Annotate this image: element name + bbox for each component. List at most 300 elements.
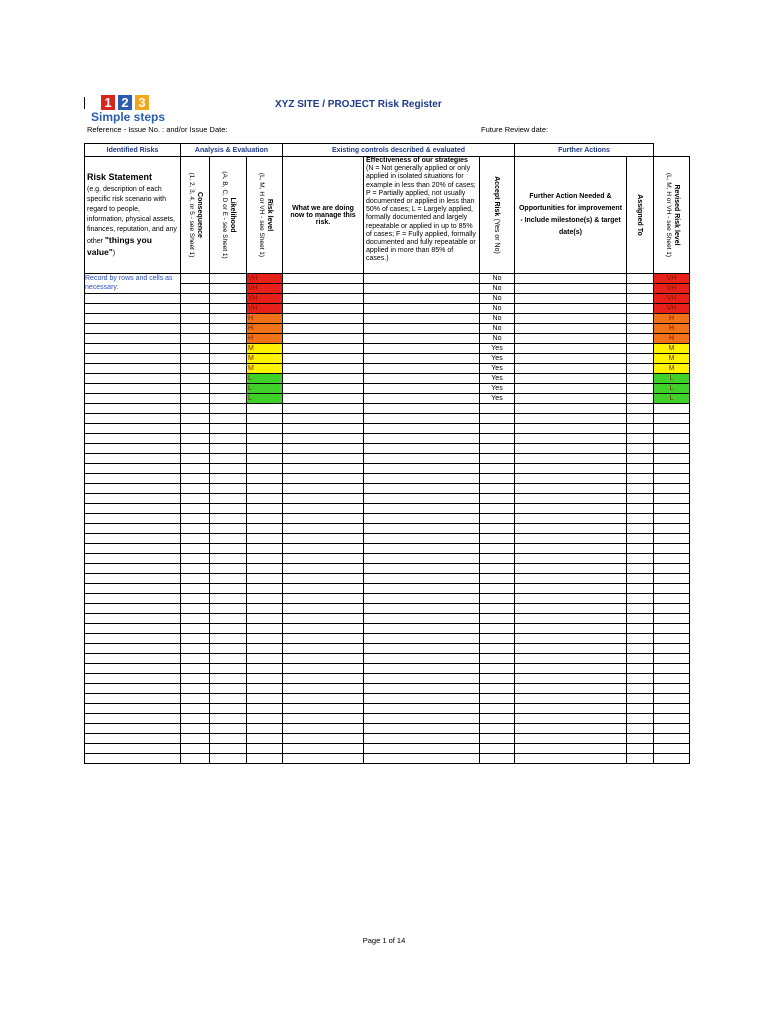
cell-consequence[interactable]: [181, 724, 210, 734]
cell-risk-level[interactable]: [247, 634, 283, 644]
cell-consequence[interactable]: [181, 484, 210, 494]
cell-consequence[interactable]: [181, 454, 210, 464]
cell-consequence[interactable]: [181, 604, 210, 614]
cell-assigned-to[interactable]: [627, 554, 654, 564]
cell-revised-level[interactable]: H: [654, 324, 690, 334]
cell-consequence[interactable]: [181, 294, 210, 304]
cell-further-action[interactable]: [515, 314, 627, 324]
cell-effectiveness[interactable]: [364, 474, 480, 484]
cell-accept-risk[interactable]: [480, 474, 515, 484]
cell-risk-level[interactable]: [247, 564, 283, 574]
cell-further-action[interactable]: [515, 484, 627, 494]
cell-consequence[interactable]: [181, 664, 210, 674]
cell-likelihood[interactable]: [210, 274, 247, 284]
cell-accept-risk[interactable]: [480, 594, 515, 604]
cell-risk-level[interactable]: [247, 694, 283, 704]
cell-manage[interactable]: [283, 694, 364, 704]
cell-accept-risk[interactable]: [480, 534, 515, 544]
cell-risk-level[interactable]: H: [247, 314, 283, 324]
cell-further-action[interactable]: [515, 304, 627, 314]
cell-manage[interactable]: [283, 574, 364, 584]
cell-further-action[interactable]: [515, 754, 627, 764]
cell-likelihood[interactable]: [210, 684, 247, 694]
cell-manage[interactable]: [283, 724, 364, 734]
cell-manage[interactable]: [283, 294, 364, 304]
cell-risk-level[interactable]: [247, 584, 283, 594]
cell-likelihood[interactable]: [210, 744, 247, 754]
cell-revised-level[interactable]: [654, 624, 690, 634]
cell-accept-risk[interactable]: Yes: [480, 364, 515, 374]
cell-risk-statement[interactable]: [85, 514, 181, 524]
cell-manage[interactable]: [283, 364, 364, 374]
cell-risk-level[interactable]: [247, 474, 283, 484]
cell-assigned-to[interactable]: [627, 524, 654, 534]
cell-likelihood[interactable]: [210, 514, 247, 524]
cell-likelihood[interactable]: [210, 584, 247, 594]
cell-consequence[interactable]: [181, 374, 210, 384]
cell-likelihood[interactable]: [210, 454, 247, 464]
cell-effectiveness[interactable]: [364, 454, 480, 464]
cell-manage[interactable]: [283, 404, 364, 414]
cell-assigned-to[interactable]: [627, 274, 654, 284]
cell-manage[interactable]: [283, 414, 364, 424]
cell-revised-level[interactable]: [654, 594, 690, 604]
cell-consequence[interactable]: [181, 734, 210, 744]
cell-likelihood[interactable]: [210, 424, 247, 434]
cell-consequence[interactable]: [181, 564, 210, 574]
cell-effectiveness[interactable]: [364, 424, 480, 434]
cell-manage[interactable]: [283, 274, 364, 284]
cell-revised-level[interactable]: [654, 684, 690, 694]
cell-accept-risk[interactable]: [480, 604, 515, 614]
cell-effectiveness[interactable]: [364, 414, 480, 424]
cell-further-action[interactable]: [515, 584, 627, 594]
cell-revised-level[interactable]: L: [654, 384, 690, 394]
cell-risk-level[interactable]: [247, 454, 283, 464]
cell-consequence[interactable]: [181, 434, 210, 444]
cell-accept-risk[interactable]: [480, 424, 515, 434]
cell-risk-statement[interactable]: [85, 384, 181, 394]
cell-revised-level[interactable]: VH: [654, 274, 690, 284]
cell-risk-level[interactable]: [247, 534, 283, 544]
cell-risk-statement[interactable]: [85, 404, 181, 414]
cell-manage[interactable]: [283, 704, 364, 714]
cell-revised-level[interactable]: [654, 514, 690, 524]
cell-accept-risk[interactable]: No: [480, 314, 515, 324]
cell-risk-statement[interactable]: [85, 724, 181, 734]
cell-effectiveness[interactable]: [364, 754, 480, 764]
cell-assigned-to[interactable]: [627, 674, 654, 684]
cell-accept-risk[interactable]: Yes: [480, 344, 515, 354]
cell-accept-risk[interactable]: [480, 634, 515, 644]
cell-risk-statement[interactable]: [85, 304, 181, 314]
cell-effectiveness[interactable]: [364, 554, 480, 564]
cell-further-action[interactable]: [515, 634, 627, 644]
cell-accept-risk[interactable]: [480, 464, 515, 474]
cell-effectiveness[interactable]: [364, 634, 480, 644]
cell-revised-level[interactable]: [654, 614, 690, 624]
cell-risk-level[interactable]: [247, 734, 283, 744]
cell-revised-level[interactable]: L: [654, 394, 690, 404]
cell-consequence[interactable]: [181, 704, 210, 714]
cell-accept-risk[interactable]: [480, 614, 515, 624]
cell-further-action[interactable]: [515, 724, 627, 734]
cell-further-action[interactable]: [515, 504, 627, 514]
cell-consequence[interactable]: [181, 754, 210, 764]
cell-risk-statement[interactable]: [85, 414, 181, 424]
cell-accept-risk[interactable]: [480, 724, 515, 734]
cell-manage[interactable]: [283, 434, 364, 444]
cell-assigned-to[interactable]: [627, 324, 654, 334]
cell-assigned-to[interactable]: [627, 494, 654, 504]
cell-manage[interactable]: [283, 494, 364, 504]
cell-accept-risk[interactable]: [480, 514, 515, 524]
cell-risk-statement[interactable]: [85, 584, 181, 594]
cell-effectiveness[interactable]: [364, 294, 480, 304]
cell-further-action[interactable]: [515, 664, 627, 674]
cell-effectiveness[interactable]: [364, 464, 480, 474]
cell-further-action[interactable]: [515, 594, 627, 604]
cell-consequence[interactable]: [181, 514, 210, 524]
cell-revised-level[interactable]: [654, 704, 690, 714]
cell-risk-level[interactable]: VH: [247, 304, 283, 314]
cell-likelihood[interactable]: [210, 414, 247, 424]
cell-assigned-to[interactable]: [627, 714, 654, 724]
cell-likelihood[interactable]: [210, 734, 247, 744]
cell-likelihood[interactable]: [210, 384, 247, 394]
cell-accept-risk[interactable]: [480, 434, 515, 444]
cell-further-action[interactable]: [515, 454, 627, 464]
cell-revised-level[interactable]: VH: [654, 294, 690, 304]
cell-risk-statement[interactable]: [85, 624, 181, 634]
cell-effectiveness[interactable]: [364, 664, 480, 674]
cell-risk-level[interactable]: [247, 644, 283, 654]
cell-risk-level[interactable]: L: [247, 374, 283, 384]
cell-manage[interactable]: [283, 644, 364, 654]
cell-risk-level[interactable]: [247, 684, 283, 694]
cell-risk-level[interactable]: [247, 664, 283, 674]
cell-risk-level[interactable]: [247, 724, 283, 734]
cell-manage[interactable]: [283, 714, 364, 724]
cell-consequence[interactable]: [181, 654, 210, 664]
cell-assigned-to[interactable]: [627, 584, 654, 594]
cell-accept-risk[interactable]: Yes: [480, 394, 515, 404]
cell-revised-level[interactable]: [654, 734, 690, 744]
cell-assigned-to[interactable]: [627, 364, 654, 374]
cell-assigned-to[interactable]: [627, 294, 654, 304]
cell-revised-level[interactable]: [654, 634, 690, 644]
cell-effectiveness[interactable]: [364, 544, 480, 554]
cell-likelihood[interactable]: [210, 394, 247, 404]
cell-further-action[interactable]: [515, 534, 627, 544]
cell-assigned-to[interactable]: [627, 384, 654, 394]
cell-assigned-to[interactable]: [627, 744, 654, 754]
cell-assigned-to[interactable]: [627, 614, 654, 624]
cell-revised-level[interactable]: H: [654, 334, 690, 344]
cell-further-action[interactable]: [515, 564, 627, 574]
cell-consequence[interactable]: [181, 344, 210, 354]
cell-assigned-to[interactable]: [627, 544, 654, 554]
cell-consequence[interactable]: [181, 624, 210, 634]
cell-revised-level[interactable]: [654, 484, 690, 494]
cell-manage[interactable]: [283, 514, 364, 524]
cell-revised-level[interactable]: [654, 534, 690, 544]
cell-risk-level[interactable]: [247, 714, 283, 724]
cell-risk-statement[interactable]: [85, 604, 181, 614]
cell-assigned-to[interactable]: [627, 574, 654, 584]
cell-likelihood[interactable]: [210, 544, 247, 554]
cell-likelihood[interactable]: [210, 724, 247, 734]
cell-revised-level[interactable]: [654, 564, 690, 574]
cell-manage[interactable]: [283, 684, 364, 694]
cell-effectiveness[interactable]: [364, 504, 480, 514]
cell-manage[interactable]: [283, 534, 364, 544]
cell-risk-level[interactable]: [247, 444, 283, 454]
cell-risk-level[interactable]: [247, 494, 283, 504]
cell-risk-level[interactable]: L: [247, 384, 283, 394]
cell-assigned-to[interactable]: [627, 344, 654, 354]
cell-revised-level[interactable]: [654, 664, 690, 674]
cell-accept-risk[interactable]: [480, 714, 515, 724]
cell-risk-statement[interactable]: [85, 574, 181, 584]
cell-further-action[interactable]: [515, 704, 627, 714]
cell-further-action[interactable]: [515, 404, 627, 414]
cell-further-action[interactable]: [515, 444, 627, 454]
cell-revised-level[interactable]: [654, 464, 690, 474]
cell-likelihood[interactable]: [210, 714, 247, 724]
cell-effectiveness[interactable]: [364, 704, 480, 714]
cell-revised-level[interactable]: [654, 644, 690, 654]
cell-revised-level[interactable]: [654, 444, 690, 454]
cell-further-action[interactable]: [515, 554, 627, 564]
cell-consequence[interactable]: [181, 594, 210, 604]
cell-accept-risk[interactable]: [480, 624, 515, 634]
cell-accept-risk[interactable]: [480, 524, 515, 534]
cell-manage[interactable]: [283, 614, 364, 624]
cell-assigned-to[interactable]: [627, 414, 654, 424]
cell-revised-level[interactable]: [654, 414, 690, 424]
cell-accept-risk[interactable]: Yes: [480, 374, 515, 384]
cell-further-action[interactable]: [515, 494, 627, 504]
cell-revised-level[interactable]: [654, 604, 690, 614]
cell-further-action[interactable]: [515, 624, 627, 634]
cell-accept-risk[interactable]: [480, 674, 515, 684]
cell-consequence[interactable]: [181, 634, 210, 644]
cell-likelihood[interactable]: [210, 364, 247, 374]
cell-risk-statement[interactable]: [85, 714, 181, 724]
cell-accept-risk[interactable]: [480, 484, 515, 494]
cell-assigned-to[interactable]: [627, 604, 654, 614]
cell-revised-level[interactable]: [654, 654, 690, 664]
cell-risk-statement[interactable]: [85, 484, 181, 494]
cell-further-action[interactable]: [515, 744, 627, 754]
cell-assigned-to[interactable]: [627, 504, 654, 514]
cell-likelihood[interactable]: [210, 524, 247, 534]
cell-risk-level[interactable]: VH: [247, 294, 283, 304]
cell-effectiveness[interactable]: [364, 324, 480, 334]
cell-consequence[interactable]: [181, 404, 210, 414]
cell-assigned-to[interactable]: [627, 484, 654, 494]
cell-effectiveness[interactable]: [364, 744, 480, 754]
cell-manage[interactable]: [283, 474, 364, 484]
cell-further-action[interactable]: [515, 334, 627, 344]
cell-accept-risk[interactable]: No: [480, 284, 515, 294]
cell-assigned-to[interactable]: [627, 694, 654, 704]
cell-effectiveness[interactable]: [364, 374, 480, 384]
cell-likelihood[interactable]: [210, 574, 247, 584]
cell-assigned-to[interactable]: [627, 664, 654, 674]
cell-effectiveness[interactable]: [364, 654, 480, 664]
cell-risk-statement[interactable]: [85, 394, 181, 404]
cell-effectiveness[interactable]: [364, 564, 480, 574]
cell-risk-statement[interactable]: [85, 504, 181, 514]
cell-accept-risk[interactable]: No: [480, 304, 515, 314]
cell-further-action[interactable]: [515, 654, 627, 664]
cell-consequence[interactable]: [181, 394, 210, 404]
cell-revised-level[interactable]: M: [654, 344, 690, 354]
cell-risk-level[interactable]: [247, 604, 283, 614]
cell-assigned-to[interactable]: [627, 634, 654, 644]
cell-consequence[interactable]: [181, 354, 210, 364]
cell-effectiveness[interactable]: [364, 714, 480, 724]
cell-assigned-to[interactable]: [627, 394, 654, 404]
cell-manage[interactable]: [283, 744, 364, 754]
cell-likelihood[interactable]: [210, 314, 247, 324]
cell-risk-level[interactable]: [247, 514, 283, 524]
cell-risk-statement[interactable]: [85, 434, 181, 444]
cell-risk-level[interactable]: L: [247, 394, 283, 404]
cell-further-action[interactable]: [515, 474, 627, 484]
cell-risk-statement[interactable]: [85, 444, 181, 454]
cell-accept-risk[interactable]: No: [480, 324, 515, 334]
cell-consequence[interactable]: [181, 684, 210, 694]
cell-manage[interactable]: [283, 444, 364, 454]
cell-manage[interactable]: [283, 464, 364, 474]
cell-likelihood[interactable]: [210, 304, 247, 314]
cell-effectiveness[interactable]: [364, 584, 480, 594]
cell-risk-statement[interactable]: [85, 594, 181, 604]
cell-accept-risk[interactable]: [480, 554, 515, 564]
cell-consequence[interactable]: [181, 274, 210, 284]
cell-risk-statement[interactable]: [85, 654, 181, 664]
cell-assigned-to[interactable]: [627, 734, 654, 744]
cell-consequence[interactable]: [181, 364, 210, 374]
cell-further-action[interactable]: [515, 514, 627, 524]
cell-likelihood[interactable]: [210, 444, 247, 454]
cell-manage[interactable]: [283, 284, 364, 294]
cell-consequence[interactable]: [181, 544, 210, 554]
cell-risk-statement[interactable]: [85, 424, 181, 434]
cell-manage[interactable]: [283, 304, 364, 314]
cell-manage[interactable]: [283, 624, 364, 634]
cell-effectiveness[interactable]: [364, 734, 480, 744]
cell-risk-statement[interactable]: [85, 374, 181, 384]
cell-manage[interactable]: [283, 734, 364, 744]
cell-manage[interactable]: [283, 384, 364, 394]
cell-risk-statement[interactable]: [85, 674, 181, 684]
cell-risk-level[interactable]: H: [247, 334, 283, 344]
cell-accept-risk[interactable]: [480, 494, 515, 504]
cell-consequence[interactable]: [181, 694, 210, 704]
cell-further-action[interactable]: [515, 544, 627, 554]
cell-risk-level[interactable]: M: [247, 354, 283, 364]
cell-risk-statement[interactable]: [85, 354, 181, 364]
cell-likelihood[interactable]: [210, 644, 247, 654]
cell-accept-risk[interactable]: [480, 654, 515, 664]
cell-effectiveness[interactable]: [364, 404, 480, 414]
cell-accept-risk[interactable]: [480, 584, 515, 594]
cell-likelihood[interactable]: [210, 494, 247, 504]
cell-manage[interactable]: [283, 424, 364, 434]
cell-assigned-to[interactable]: [627, 434, 654, 444]
cell-revised-level[interactable]: VH: [654, 304, 690, 314]
cell-manage[interactable]: [283, 394, 364, 404]
cell-risk-level[interactable]: M: [247, 364, 283, 374]
cell-risk-statement[interactable]: [85, 494, 181, 504]
cell-effectiveness[interactable]: [364, 334, 480, 344]
cell-effectiveness[interactable]: [364, 394, 480, 404]
cell-further-action[interactable]: [515, 614, 627, 624]
cell-effectiveness[interactable]: [364, 384, 480, 394]
cell-revised-level[interactable]: [654, 714, 690, 724]
cell-consequence[interactable]: [181, 384, 210, 394]
cell-likelihood[interactable]: [210, 354, 247, 364]
cell-assigned-to[interactable]: [627, 404, 654, 414]
cell-risk-statement[interactable]: [85, 534, 181, 544]
cell-effectiveness[interactable]: [364, 674, 480, 684]
cell-risk-statement[interactable]: [85, 684, 181, 694]
cell-further-action[interactable]: [515, 364, 627, 374]
cell-accept-risk[interactable]: [480, 664, 515, 674]
cell-manage[interactable]: [283, 314, 364, 324]
cell-further-action[interactable]: [515, 644, 627, 654]
cell-accept-risk[interactable]: [480, 694, 515, 704]
cell-consequence[interactable]: [181, 744, 210, 754]
cell-consequence[interactable]: [181, 524, 210, 534]
cell-risk-statement[interactable]: [85, 634, 181, 644]
cell-risk-statement[interactable]: [85, 454, 181, 464]
cell-consequence[interactable]: [181, 334, 210, 344]
cell-effectiveness[interactable]: [364, 304, 480, 314]
cell-risk-level[interactable]: [247, 624, 283, 634]
cell-further-action[interactable]: [515, 274, 627, 284]
cell-accept-risk[interactable]: [480, 544, 515, 554]
cell-revised-level[interactable]: [654, 494, 690, 504]
cell-likelihood[interactable]: [210, 374, 247, 384]
cell-consequence[interactable]: [181, 414, 210, 424]
cell-assigned-to[interactable]: [627, 704, 654, 714]
cell-assigned-to[interactable]: [627, 304, 654, 314]
cell-assigned-to[interactable]: [627, 534, 654, 544]
cell-effectiveness[interactable]: [364, 494, 480, 504]
cell-further-action[interactable]: [515, 374, 627, 384]
cell-manage[interactable]: [283, 604, 364, 614]
cell-revised-level[interactable]: [654, 454, 690, 464]
cell-accept-risk[interactable]: [480, 684, 515, 694]
cell-consequence[interactable]: [181, 464, 210, 474]
cell-accept-risk[interactable]: [480, 504, 515, 514]
cell-further-action[interactable]: [515, 284, 627, 294]
cell-likelihood[interactable]: [210, 654, 247, 664]
cell-risk-statement[interactable]: [85, 474, 181, 484]
cell-accept-risk[interactable]: [480, 404, 515, 414]
cell-revised-level[interactable]: [654, 504, 690, 514]
cell-risk-level[interactable]: [247, 404, 283, 414]
cell-accept-risk[interactable]: [480, 754, 515, 764]
cell-further-action[interactable]: [515, 524, 627, 534]
cell-risk-level[interactable]: [247, 594, 283, 604]
cell-risk-level[interactable]: [247, 744, 283, 754]
